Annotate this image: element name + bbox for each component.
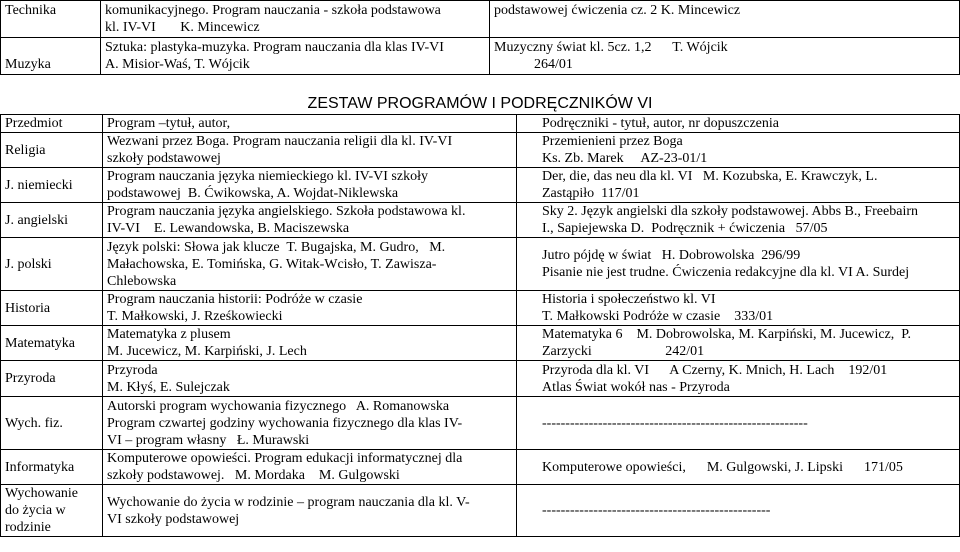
textbook-line: Pisanie nie jest trudne. Ćwiczenia redakcyjne dla kl. VI A. Surdej (542, 265, 910, 280)
textbook-line: Przemienieni przez Boga (542, 134, 683, 149)
program-line: Małachowska, E. Tomińska, G. Witak-Wcisło, T. Zawisza- (107, 256, 437, 272)
table-row (1, 485, 960, 537)
program-line: szkoły podstawowej. M. Mordaka M. Gulgowski (107, 468, 400, 483)
table-row (1, 291, 960, 326)
textbook-line: Matematyka 6 M. Dobrowolska, M. Karpiński, M. Jucewicz, P. (542, 327, 912, 342)
program-cell (103, 397, 517, 450)
subject-cell (1, 238, 103, 291)
table-row (1, 38, 960, 75)
textbook-line: --------------------------------------------------------- (542, 415, 808, 431)
table-header-row (1, 115, 960, 133)
textbook-cell (517, 238, 960, 291)
textbook-line: ------------------------------------------------- (542, 503, 771, 518)
subject-line: J. polski (5, 256, 52, 272)
textbook-line: Przyroda dla kl. VI A Czerny, K. Mnich, H. Lach 192/01 (542, 362, 888, 378)
program-line: A. Misior-Waś, T. Wójcik (105, 57, 250, 72)
textbook-line: Sky 2. Język angielski dla szkoły podstawowej. Abbs B., Freebairn (542, 204, 919, 219)
textbook-cell (490, 38, 960, 75)
table-row (1, 133, 960, 168)
program-line: szkoły podstawowej (107, 151, 221, 166)
program-line: Język polski: Słowa jak klucze T. Bugajska, M. Gudro, M. (107, 239, 446, 255)
program-line: M. Jucewicz, M. Karpiński, J. Lech (107, 344, 307, 359)
program-cell (103, 485, 517, 537)
programs-table (0, 114, 960, 537)
program-cell (103, 238, 517, 291)
program-line: Komputerowe opowieści. Program edukacji informatycznej dla (107, 451, 463, 466)
textbook-cell (517, 168, 960, 203)
table-row (1, 326, 960, 361)
program-line: Program nauczania języka angielskiego. Szkoła podstawowa kl. (107, 204, 466, 219)
program-line: VI szkoły podstawowej (107, 511, 240, 527)
textbook-line: I., Sapiejewska D. Podręcznik + ćwiczenia 57/05 (542, 221, 828, 236)
program-line: Program nauczania historii: Podróże w czasie (107, 292, 363, 307)
textbook-cell (517, 133, 960, 168)
program-line: Wezwani przez Boga. Program nauczania religii dla kl. IV-VI (107, 134, 453, 149)
subject-cell (1, 326, 103, 361)
subject-line: Wych. fiz. (5, 415, 63, 431)
subject-cell (1, 291, 103, 326)
textbook-line: Historia i społeczeństwo kl. VI (542, 292, 716, 307)
textbook-cell (517, 203, 960, 238)
subject-line: Przyroda (5, 371, 56, 386)
textbook-line: Atlas Świat wokół nas - Przyroda (542, 379, 730, 395)
table-row (1, 1, 960, 38)
table-row (1, 450, 960, 485)
textbook-line: T. Małkowski Podróże w czasie 333/01 (542, 309, 774, 324)
program-cell (101, 1, 490, 38)
program-cell (103, 450, 517, 485)
textbook-cell (490, 1, 960, 38)
program-line: Autorski program wychowania fizycznego A. Romanowska (107, 398, 450, 414)
subject-cell: Muzyka (1, 38, 101, 75)
header-program: Program –tytuł, autor, (103, 115, 517, 133)
program-line: Sztuka: plastyka-muzyka. Program nauczania dla klas IV-VI (105, 40, 444, 55)
program-cell (103, 203, 517, 238)
textbook-line: Zarzycki 242/01 (542, 344, 705, 359)
textbook-line: Muzyczny świat kl. 5cz. 1,2 T. Wójcik (494, 40, 728, 55)
subject-line: do życia w (5, 503, 66, 518)
program-line: komunikacyjnego. Program nauczania - szkoła podstawowa (105, 3, 441, 18)
program-line: VI – program własny Ł. Murawski (107, 432, 310, 448)
textbook-cell (517, 291, 960, 326)
subject-line: Historia (5, 300, 51, 316)
header-subject: Przedmiot (1, 115, 103, 133)
table-row (1, 238, 960, 291)
program-line: Program czwartej godziny wychowania fizycznego dla klas IV- (107, 415, 463, 431)
textbook-line: Komputerowe opowieści, M. Gulgowski, J. Lipski 171/05 (542, 459, 903, 475)
textbook-cell (517, 450, 960, 485)
program-line: kl. IV-VI K. Mincewicz (105, 20, 260, 35)
program-line: Chlebowska (107, 273, 177, 289)
textbook-cell (517, 361, 960, 397)
subject-line: Religia (5, 142, 46, 158)
textbook-line: Ks. Zb. Marek AZ-23-01/1 (542, 151, 708, 166)
subject-cell (1, 133, 103, 168)
subject-line: Informatyka (5, 459, 75, 475)
table-row (1, 397, 960, 450)
subject-line: rodzinie (5, 520, 51, 535)
program-cell (103, 361, 517, 397)
subject-cell (1, 450, 103, 485)
textbook-line: podstawowej ćwiczenia cz. 2 K. Mincewicz (494, 3, 741, 18)
subject-cell (1, 485, 103, 537)
program-cell (103, 326, 517, 361)
textbook-line: Zastąpiło 117/01 (542, 186, 640, 201)
subject-cell: Technika (1, 1, 101, 38)
subject-cell (1, 168, 103, 203)
program-line: T. Małkowski, J. Rześkowiecki (107, 309, 283, 324)
table-body (1, 133, 960, 537)
page-title: ZESTAW PROGRAMÓW I PODRĘCZNIKÓW VI (307, 95, 653, 112)
program-line: M. Kłyś, E. Sulejczak (107, 379, 230, 395)
subject-cell (1, 203, 103, 238)
program-line: Program nauczania języka niemieckiego kl. IV-VI szkoły (107, 169, 428, 184)
textbook-cell (517, 485, 960, 537)
program-cell (101, 38, 490, 75)
subject-line: Matematyka (5, 335, 75, 351)
subject-cell (1, 361, 103, 397)
program-line: Wychowanie do życia w rodzinie – program nauczania dla kl. V- (107, 494, 470, 510)
table-row (1, 168, 960, 203)
subject-line: J. angielski (5, 212, 68, 228)
table-row (1, 361, 960, 397)
program-line: podstawowej B. Ćwikowska, A. Wojdat-Niklewska (107, 186, 399, 201)
subject-line: J. niemiecki (5, 177, 73, 193)
textbook-line: 264/01 (534, 57, 573, 72)
textbook-line: Jutro pójdę w świat H. Dobrowolska 296/99 (542, 248, 801, 263)
program-cell (103, 133, 517, 168)
textbook-cell (517, 397, 960, 450)
program-line: Matematyka z plusem (107, 327, 231, 342)
subject-cell (1, 397, 103, 450)
program-cell (103, 291, 517, 326)
subject-line: Wychowanie (5, 486, 79, 501)
textbook-cell (517, 326, 960, 361)
program-line: Przyroda (107, 362, 158, 378)
textbook-line: Der, die, das neu dla kl. VI M. Kozubska, E. Krawczyk, L. (542, 169, 878, 184)
continued-table (0, 0, 960, 75)
table-row (1, 203, 960, 238)
program-line: IV-VI E. Lewandowska, B. Maciszewska (107, 221, 350, 236)
header-textbook: Podręczniki - tytuł, autor, nr dopuszczenia (517, 115, 960, 133)
program-cell (103, 168, 517, 203)
